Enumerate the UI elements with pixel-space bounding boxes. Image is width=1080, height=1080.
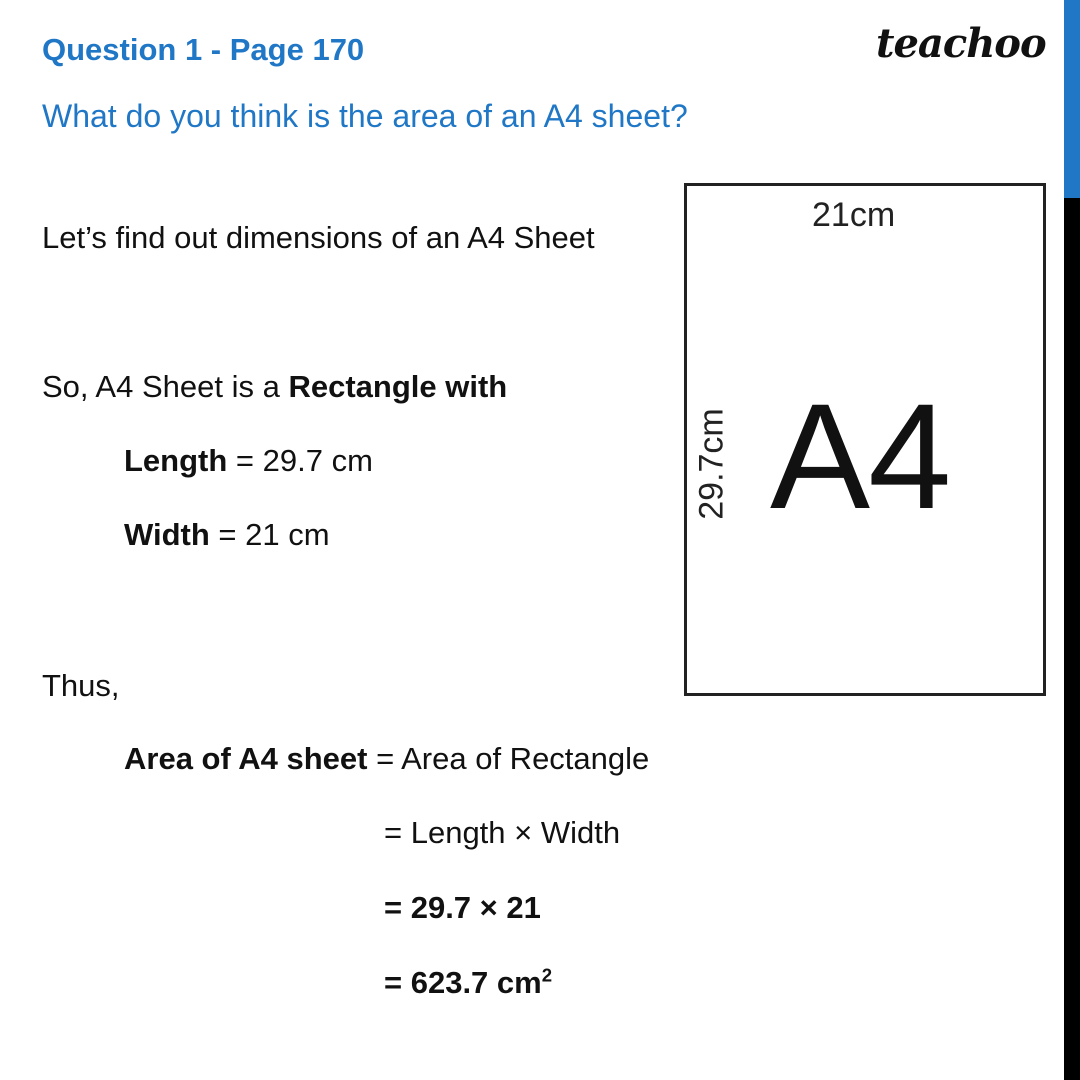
- teachoo-logo[interactable]: teachoo: [876, 20, 1046, 67]
- question-title: Question 1 - Page 170: [42, 32, 365, 67]
- shape-prefix: So, A4 Sheet is a: [42, 369, 289, 404]
- area-result: [384, 965, 552, 1001]
- question-text: What do you think is the area of an A4 sheet?: [42, 98, 688, 134]
- a4-width-label: 21cm: [812, 196, 896, 234]
- area-result-exponent: 2: [541, 964, 553, 986]
- scrollbar-thumb[interactable]: [1064, 0, 1080, 198]
- a4-sheet-label: A4: [770, 372, 950, 540]
- shape-statement: [42, 369, 507, 405]
- thus-text: Thus,: [42, 668, 120, 703]
- a4-length-label: 29.7cm: [692, 408, 731, 520]
- intro-text: Let’s find out dimensions of an A4 Sheet: [42, 220, 595, 255]
- shape-bold: Rectangle with: [288, 369, 508, 404]
- length-line: [124, 443, 373, 479]
- width-line: [124, 517, 330, 553]
- area-line-1: [124, 741, 649, 777]
- width-label: Width: [124, 517, 210, 552]
- area-step-1: = Area of Rectangle: [367, 741, 650, 776]
- area-label: Area of A4 sheet: [124, 741, 368, 776]
- area-result-value: = 623.7 cm: [384, 965, 542, 1000]
- length-value: = 29.7 cm: [227, 443, 373, 478]
- area-step-3: = 29.7 × 21: [384, 890, 541, 925]
- length-label: Length: [124, 443, 228, 478]
- area-step-2: = Length × Width: [384, 815, 621, 850]
- width-value: = 21 cm: [209, 517, 330, 552]
